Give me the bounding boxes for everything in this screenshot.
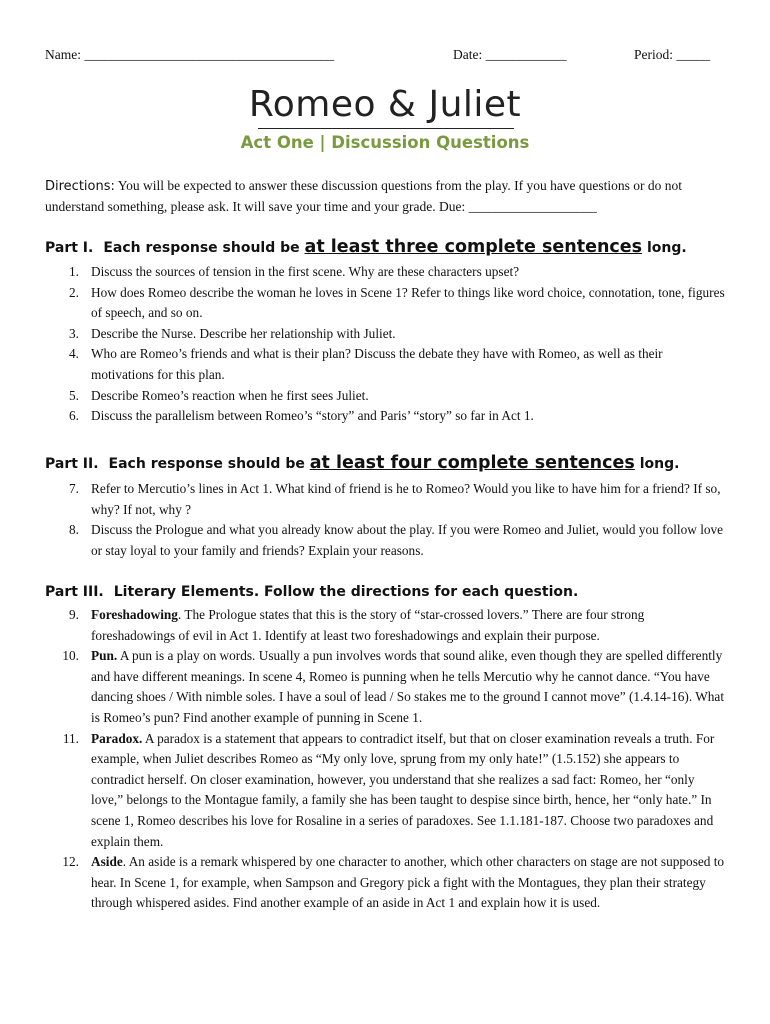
- question-number: 12.: [62, 854, 79, 870]
- question-item: [45, 852, 727, 914]
- question-item: [45, 646, 727, 728]
- title-underline: [258, 128, 514, 129]
- question-number: 3.: [69, 325, 79, 341]
- question-number: 4.: [69, 346, 79, 362]
- part2-tail: long.: [639, 456, 680, 472]
- question-text: Who are Romeo’s friends and what is their plan? Discuss the debate they have with Romeo, as well as their motivations for this plan.: [91, 346, 663, 382]
- question-item: [45, 262, 727, 283]
- question-item: [45, 479, 727, 520]
- question-number: 11.: [62, 730, 79, 746]
- question-item: [45, 605, 727, 646]
- question-text: Describe Romeo’s reaction when he first sees Juliet.: [91, 387, 369, 403]
- question-text: . The Prologue states that this is the story of “star-crossed lovers.” There are four strong foreshadowings of evil in Act 1. Identify at least two foreshadowings and explain their purpose.: [91, 607, 645, 643]
- part2-lead: Each response should be: [108, 456, 305, 472]
- literary-term: Paradox.: [91, 730, 143, 746]
- question-item: [45, 406, 727, 427]
- directions-text: You will be expected to answer these discussion questions from the play. If you have questions or do not understand something, please ask. It will save your time and your grade. Due: ___________________: [45, 178, 683, 214]
- question-number: 10.: [62, 648, 79, 664]
- part2-emphasis: at least four complete sentences: [309, 453, 635, 473]
- question-number: 9.: [69, 607, 79, 622]
- directions-label: Directions:: [45, 179, 115, 194]
- question-item: [45, 344, 727, 385]
- question-text: A pun is a play on words. Usually a pun involves words that sound alike, even though they are spelled differently and have different meanings. In scene 4, Romeo is punning when he tells Mercutio why he cannot dance. “You have dancing shoes / With nimble soles. I have a soul of lead / So stakes me to the ground I cannot move” (1.4.14-16). What is Romeo’s pun? Find another example of punning in Scene 1.: [91, 648, 725, 725]
- part1-tail: long.: [646, 240, 687, 256]
- question-number: 5.: [69, 387, 79, 403]
- question-item: [45, 324, 727, 345]
- question-number: 7.: [69, 481, 79, 496]
- question-item: [45, 729, 727, 853]
- page-title: Romeo & Juliet: [248, 84, 522, 125]
- page-subtitle: Act One | Discussion Questions: [240, 133, 530, 152]
- question-text: A paradox is a statement that appears to contradict itself, but that on closer examination reveals a truth. For example, when Juliet describes Romeo as “My only love, sprung from my only hate!” (1.5.152) she appears to contradict herself. On closer examination, however, you understand that she realizes a sad fact: Romeo, her “only love,” belongs to the Montague family, a family she has been taught to despise since birth, hence, her “only hate.” In scene 1, Romeo describes his love for Rosaline in a series of paradoxes. See 1.1.181-187. Choose two paradoxes and explain them.: [91, 730, 715, 849]
- part1-emphasis: at least three complete sentences: [304, 237, 643, 257]
- part2-label: Part II.: [45, 456, 99, 472]
- question-number: 2.: [69, 284, 79, 300]
- part1-question-list: [45, 262, 727, 427]
- part1-heading: [45, 237, 687, 257]
- part2-heading: [45, 453, 679, 473]
- literary-term: Aside: [91, 854, 123, 870]
- question-text: Discuss the sources of tension in the first scene. Why are these characters upset?: [91, 264, 520, 279]
- part3-label: Part III.: [45, 584, 104, 600]
- question-number: 1.: [69, 264, 79, 279]
- part3-question-list: [45, 605, 727, 914]
- question-item: [45, 520, 727, 561]
- directions-paragraph: [45, 176, 725, 217]
- question-text: Describe the Nurse. Describe her relationship with Juliet.: [91, 325, 396, 341]
- literary-term: Pun.: [91, 648, 118, 664]
- part1-lead: Each response should be: [103, 240, 300, 256]
- part1-label: Part I.: [45, 240, 94, 256]
- period-field: Period: _____: [634, 47, 711, 62]
- part2-question-list: [45, 479, 727, 561]
- literary-term: Foreshadowing: [91, 607, 178, 622]
- name-field: Name: _____________________________________: [45, 47, 335, 62]
- header-row: [45, 47, 720, 67]
- date-field: Date: ____________: [453, 47, 567, 62]
- part3-lead: Literary Elements. Follow the directions for each question.: [113, 584, 579, 600]
- part3-heading: [45, 584, 578, 600]
- question-text: . An aside is a remark whispered by one character to another, which other characters on stage are not supposed to hear. In Scene 1, for example, when Sampson and Gregory pick a fight with the Montagues, they plan their strategy through whispered asides. Find another example of an aside in Act 1 and explain how it is used.: [91, 854, 725, 911]
- question-text: How does Romeo describe the woman he loves in Scene 1? Refer to things like word choice, connotation, tone, figures of speech, and so on.: [91, 284, 725, 321]
- question-item: [45, 386, 727, 407]
- question-text: Refer to Mercutio’s lines in Act 1. What kind of friend is he to Romeo? Would you like to have him for a friend? If so, why? If not, why ?: [91, 481, 721, 517]
- question-number: 6.: [69, 408, 79, 424]
- question-number: 8.: [69, 522, 79, 538]
- question-item: [45, 283, 727, 324]
- question-text: Discuss the Prologue and what you already know about the play. If you were Romeo and Juliet, would you follow love or stay loyal to your family and friends? Explain your reasons.: [91, 522, 724, 558]
- question-text: Discuss the parallelism between Romeo’s “story” and Paris’ “story” so far in Act 1.: [91, 408, 534, 424]
